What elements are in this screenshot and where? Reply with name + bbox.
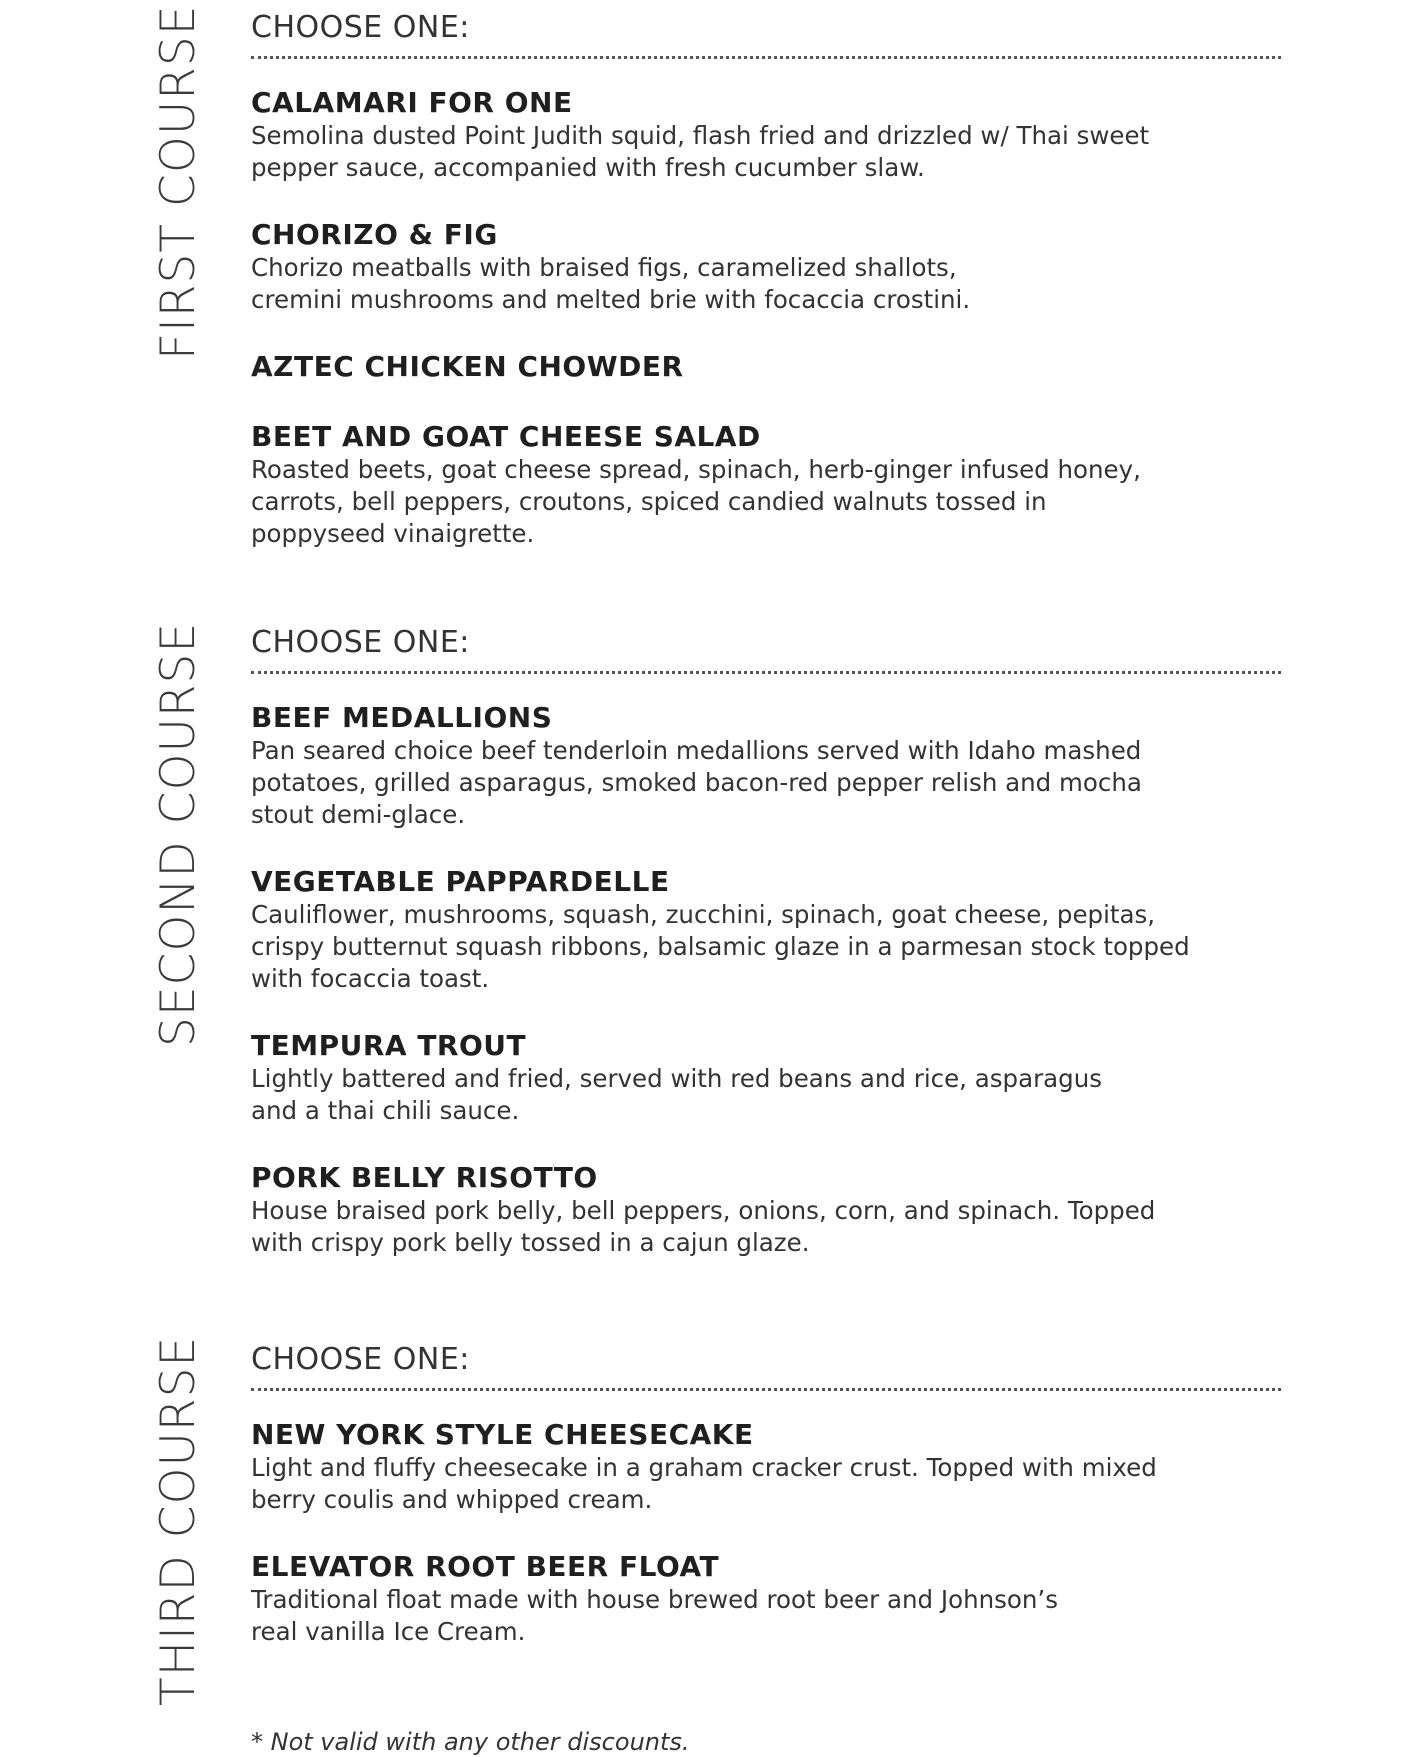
menu-item-name: CALAMARI FOR ONE xyxy=(251,86,573,119)
menu-item xyxy=(251,86,1281,184)
menu-item xyxy=(251,1161,1281,1259)
menu-item-name: PORK BELLY RISOTTO xyxy=(251,1161,598,1194)
menu-item xyxy=(251,865,1281,995)
menu-item-description: House braised pork belly, bell peppers, onions, corn, and spinach. Topped with crispy pork belly tossed in a cajun glaze. xyxy=(251,1196,1156,1257)
menu-item-name: NEW YORK STYLE CHEESECAKE xyxy=(251,1418,754,1451)
second-course-label: SECOND COURSE xyxy=(151,621,206,1047)
menu-item-description: Lightly battered and fried, served with red beans and rice, asparagus and a thai chili sauce. xyxy=(251,1064,1103,1125)
menu-item-name: ELEVATOR ROOT BEER FLOAT xyxy=(251,1550,720,1583)
first-course-section xyxy=(251,10,1281,550)
menu-item-description: Roasted beets, goat cheese spread, spinach, herb-ginger infused honey, carrots, bell peppers, croutons, spiced candied walnuts tossed in poppyseed vinaigrette. xyxy=(251,455,1141,548)
menu-item xyxy=(251,701,1281,831)
menu-item-name: VEGETABLE PAPPARDELLE xyxy=(251,865,670,898)
menu-item xyxy=(251,1550,1281,1648)
menu-item-name: CHORIZO & FIG xyxy=(251,218,498,251)
menu-item-description: Chorizo meatballs with braised figs, caramelized shallots, cremini mushrooms and melted brie with focaccia crostini. xyxy=(251,253,971,314)
third-course-label: THIRD COURSE xyxy=(151,1335,206,1706)
menu-item xyxy=(251,1029,1281,1127)
dotted-divider xyxy=(251,671,1281,674)
menu-item xyxy=(251,218,1281,316)
choose-one-heading: CHOOSE ONE: xyxy=(251,10,470,45)
menu-item-description: Light and fluffy cheesecake in a graham cracker crust. Topped with mixed berry coulis and whipped cream. xyxy=(251,1453,1157,1514)
choose-one-heading: CHOOSE ONE: xyxy=(251,1342,470,1377)
menu-item-description: Semolina dusted Point Judith squid, flash fried and drizzled w/ Thai sweet pepper sauce, accompanied with fresh cucumber slaw. xyxy=(251,121,1150,182)
menu-item xyxy=(251,1418,1281,1516)
menu-item-name: AZTEC CHICKEN CHOWDER xyxy=(251,350,684,383)
menu-item-description: Pan seared choice beef tenderloin medallions served with Idaho mashed potatoes, grilled asparagus, smoked bacon-red pepper relish and mocha stout demi-glace. xyxy=(251,736,1142,829)
menu-item xyxy=(251,350,1281,384)
menu-item-name: BEET AND GOAT CHEESE SALAD xyxy=(251,420,761,453)
third-course-section xyxy=(251,1342,1281,1648)
menu-item xyxy=(251,420,1281,550)
menu-item-description: Cauliflower, mushrooms, squash, zucchini, spinach, goat cheese, pepitas, crispy butternut squash ribbons, balsamic glaze in a parmesan stock topped with focaccia toast. xyxy=(251,900,1190,993)
first-course-label: FIRST COURSE xyxy=(151,4,206,360)
dotted-divider xyxy=(251,56,1281,59)
second-course-section xyxy=(251,625,1281,1259)
menu-item-description: Traditional float made with house brewed root beer and Johnson’s real vanilla Ice Cream. xyxy=(251,1585,1058,1646)
menu-item-name: BEEF MEDALLIONS xyxy=(251,701,553,734)
footnote: * Not valid with any other discounts. xyxy=(251,1728,690,1756)
choose-one-heading: CHOOSE ONE: xyxy=(251,625,470,660)
menu-item-name: TEMPURA TROUT xyxy=(251,1029,527,1062)
dotted-divider xyxy=(251,1388,1281,1391)
